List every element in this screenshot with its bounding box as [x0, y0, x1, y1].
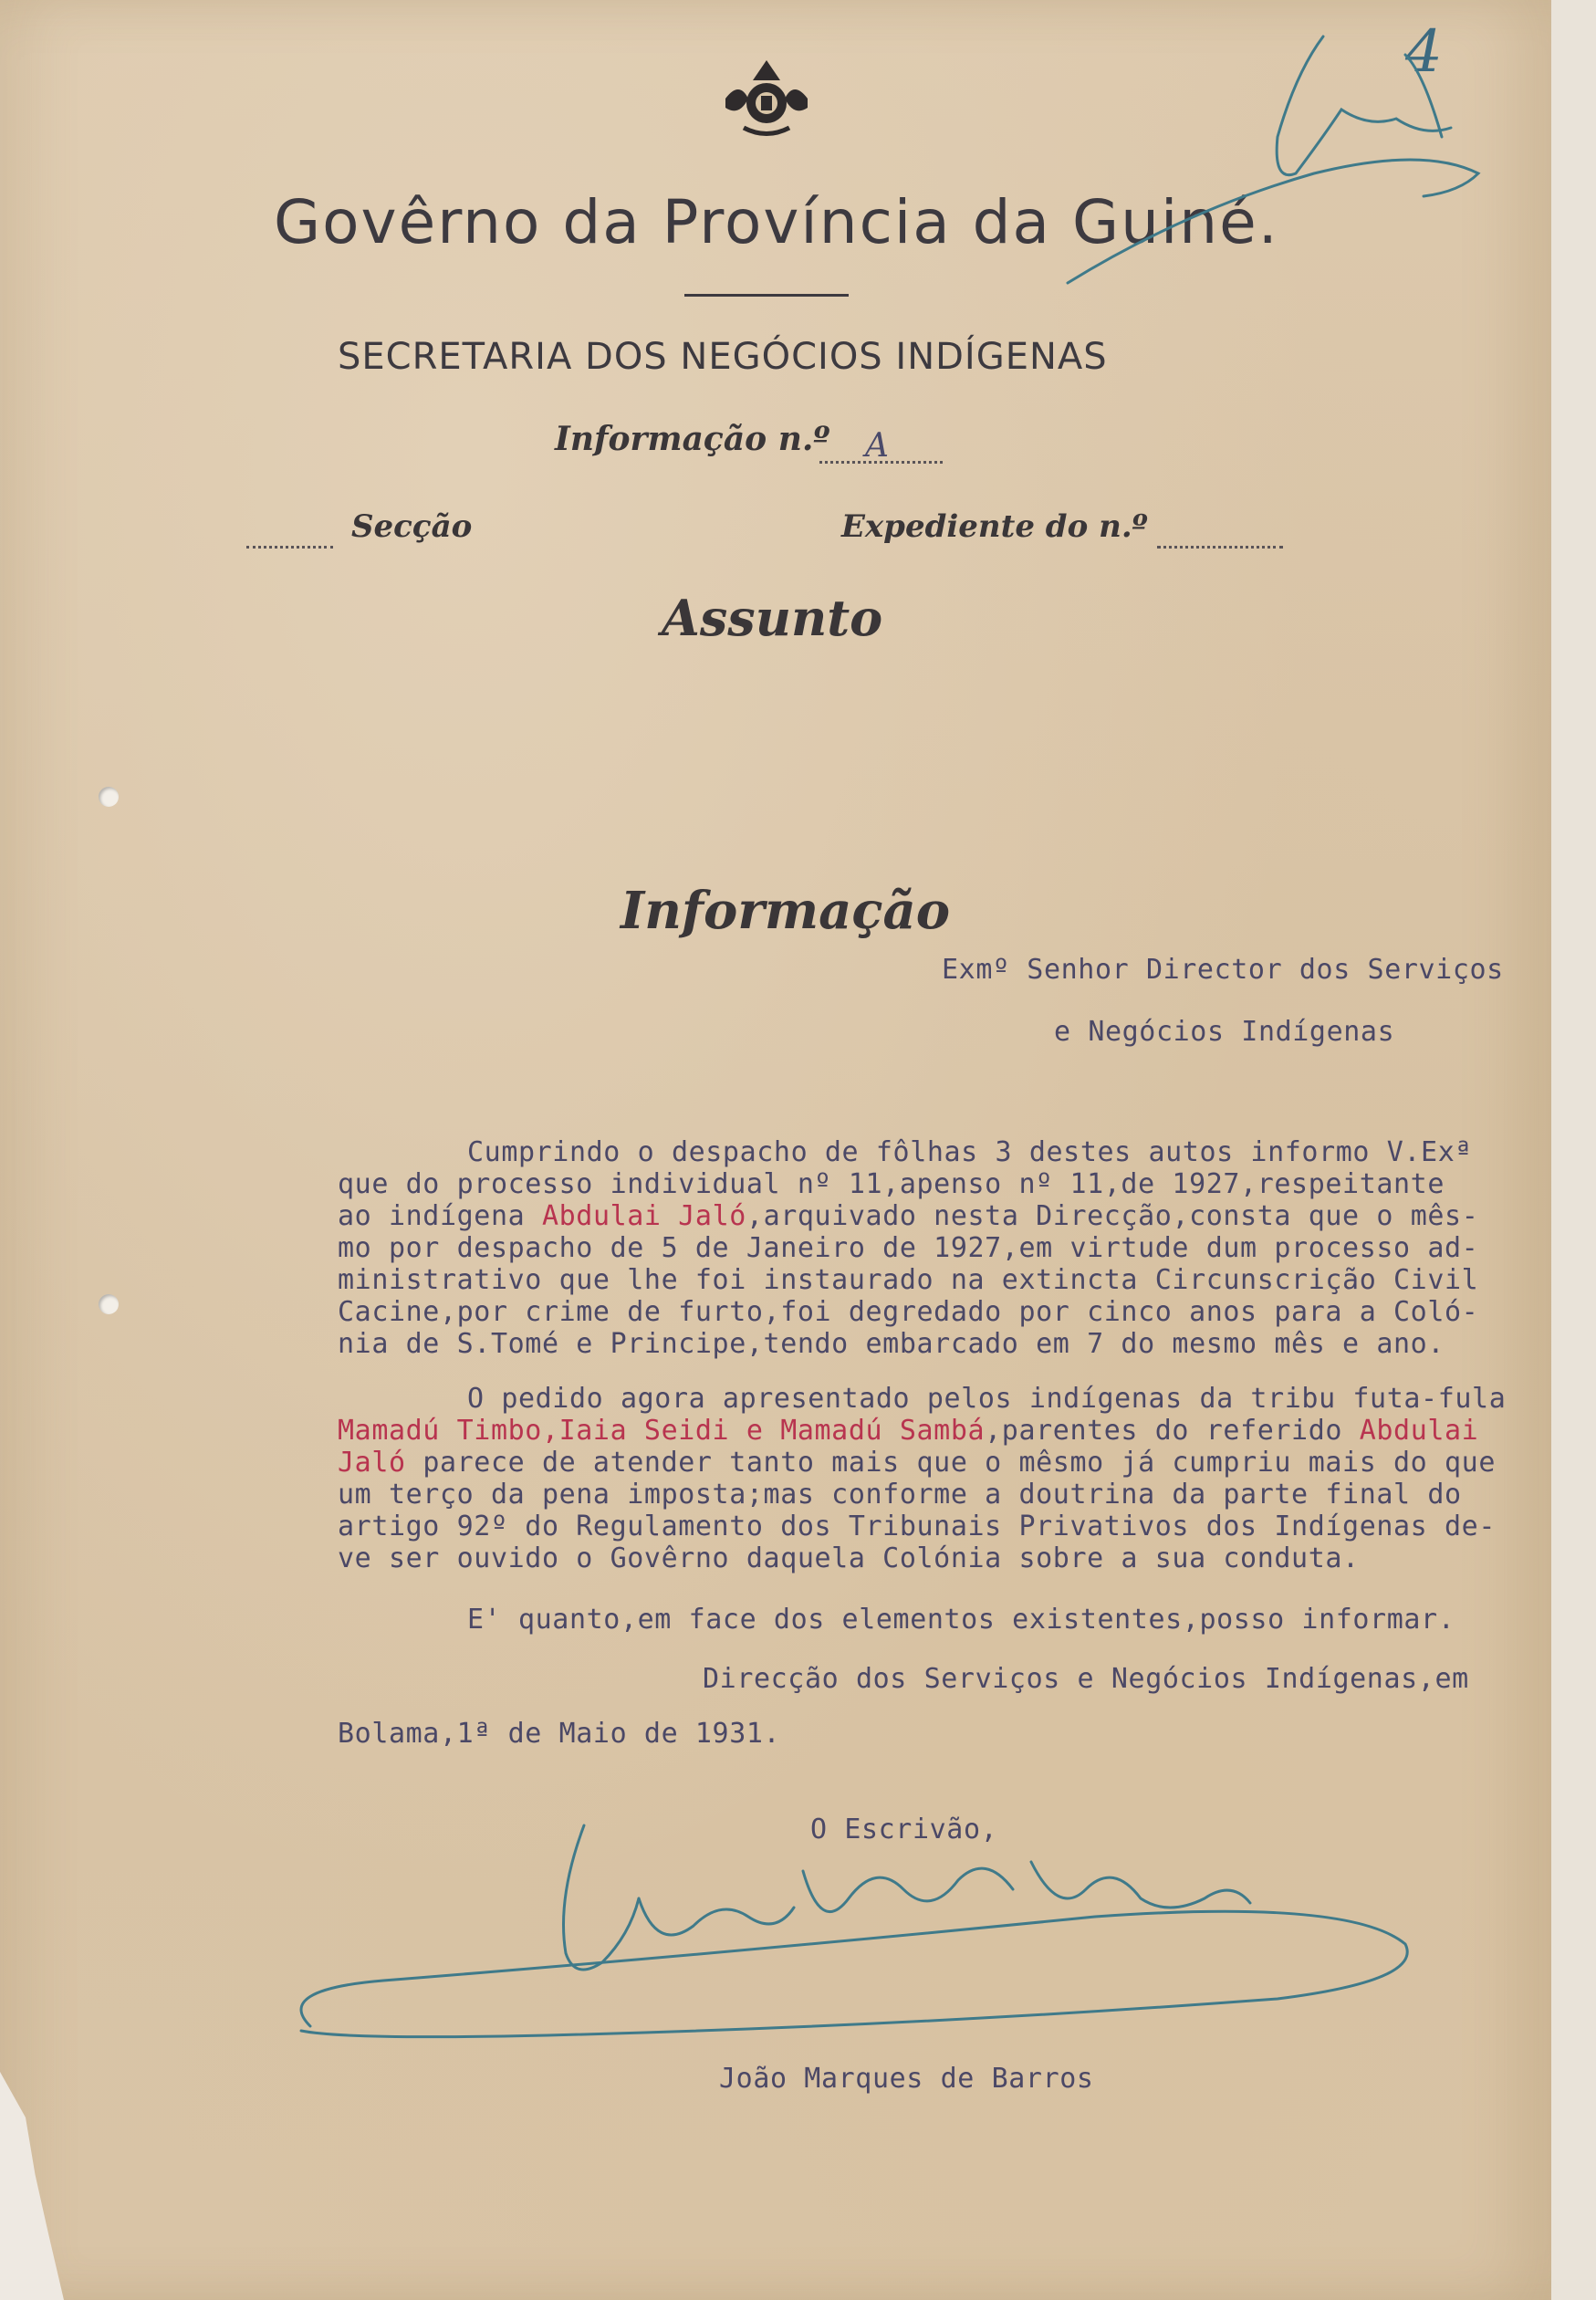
government-title: Govêrno da Província da Guiné. — [274, 187, 1279, 257]
informacao-label: Informação n.º — [555, 420, 830, 458]
paragraph-2-line-1: O pedido agora apresentado pelos indígenas da tribu futa-fula — [467, 1383, 1507, 1415]
punch-hole — [99, 1294, 119, 1314]
paragraph-2-line-2 — [338, 1415, 1478, 1447]
addressee-line-1: Exmº Senhor Director dos Serviços — [942, 954, 1504, 986]
coat-of-arms-emblem — [716, 53, 817, 144]
informacao-heading: Informação — [621, 881, 951, 941]
paragraph-1-line-2: que do processo individual nº 11,apenso nº 11,de 1927,respeitante — [338, 1168, 1445, 1200]
department-name: SECRETARIA DOS NEGÓCIOS INDÍGENAS — [338, 336, 1108, 378]
seccao-line — [246, 546, 333, 549]
text-segment: ,arquivado nesta Direcção,consta que o mês- — [746, 1200, 1479, 1232]
paragraph-1-line-7: nia de S.Tomé e Principe,tendo embarcado em 7 do mesmo mês e ano. — [338, 1328, 1445, 1360]
paragraph-1-line-1: Cumprindo o despacho de fôlhas 3 destes autos informo V.Exª — [467, 1136, 1473, 1168]
person-name: Abdulai — [1359, 1415, 1479, 1447]
title-divider — [684, 294, 849, 297]
informacao-number: A — [865, 427, 889, 465]
assunto-heading: Assunto — [662, 589, 883, 647]
person-name: Jaló — [338, 1447, 406, 1479]
expediente-line — [1157, 546, 1283, 549]
closing-date: Bolama,1ª de Maio de 1931. — [338, 1718, 781, 1750]
torn-corner — [0, 2072, 64, 2300]
paragraph-1-line-6: Cacine,por crime de furto,foi degredado por cinco anos para a Coló- — [338, 1296, 1479, 1328]
expediente-label: Expediente do n.º — [841, 508, 1148, 545]
text-segment: ao indígena — [338, 1200, 542, 1232]
paragraph-2-line-4: um terço da pena imposta;mas conforme a doutrina da parte final do — [338, 1479, 1462, 1511]
addressee-line-2: e Negócios Indígenas — [1054, 1016, 1395, 1048]
closing-line-1: Direcção dos Serviços e Negócios Indígenas,em — [703, 1663, 1469, 1695]
signoff: O Escrivão, — [810, 1814, 998, 1845]
paragraph-2-line-3 — [338, 1447, 1496, 1479]
punch-hole — [99, 787, 119, 807]
seccao-label: Secção — [351, 508, 473, 545]
paragraph-3: E' quanto,em face dos elementos existentes,posso informar. — [467, 1604, 1455, 1636]
paragraph-2-line-6: ve ser ouvido o Govêrno daquela Colónia sobre a sua conduta. — [338, 1542, 1360, 1574]
text-segment: parece de atender tanto mais que o mêsmo já cumpriu mais do que — [405, 1447, 1496, 1479]
person-names: Mamadú Timbo,Iaia Seidi e Mamadú Sambá — [338, 1415, 986, 1447]
page-number-handwritten: 4 — [1405, 18, 1443, 86]
text-segment: ,parentes do referido — [985, 1415, 1360, 1447]
paragraph-1-line-4: mo por despacho de 5 de Janeiro de 1927,em virtude dum processo ad- — [338, 1232, 1479, 1264]
paragraph-1-line-3 — [338, 1200, 1478, 1232]
person-name: Abdulai Jaló — [541, 1200, 746, 1232]
signer-name: João Marques de Barros — [719, 2063, 1094, 2095]
paragraph-1-line-5: ministrativo que lhe foi instaurado na extincta Circunscrição Civil — [338, 1264, 1479, 1296]
paragraph-2-line-5: artigo 92º do Regulamento dos Tribunais Privativos dos Indígenas de- — [338, 1511, 1496, 1542]
